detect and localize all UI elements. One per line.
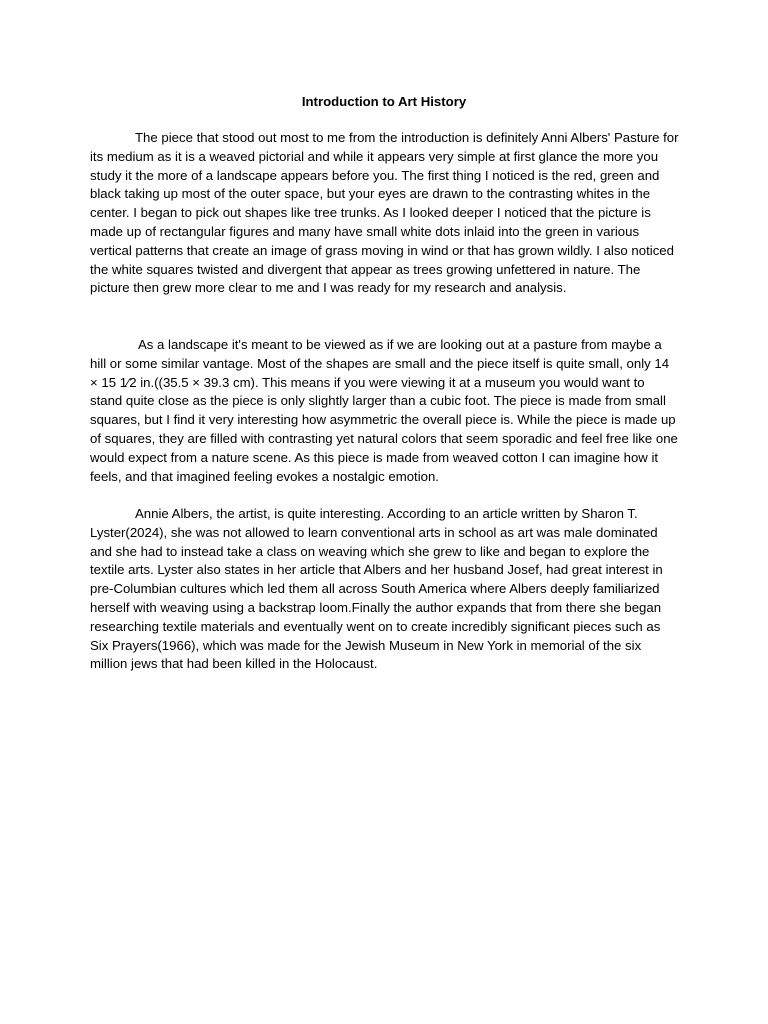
paragraph-3: Annie Albers, the artist, is quite interesting. According to an article written by Sharon T. Lyster(2024), she was not allowed to learn conventional arts in school as art was male dominated and she had to instead take a class on weaving which she grew to like and began to explore the textile arts. Lyster also states in her article that Albers and her husband Josef, had great interest in pre-Columbian cultures which led them all across South America where Albers deeply familiarized herself with weaving using a backstrap loom.Finally the author expands that from there she began researching textile materials and eventually went on to create incredibly significant pieces such as Six Prayers(1966), which was made for the Jewish Museum in New York in memorial of the six million jews that had been killed in the Holocaust. [90, 506, 663, 672]
document-title: Introduction to Art History [301, 94, 467, 109]
paragraph-2: As a landscape it's meant to be viewed as if we are looking out at a pasture from maybe a hill or some similar vantage. Most of the shapes are small and the piece itself is quite small, only 14 × 15 1⁄2 in.((35.5 × 39.3 cm). This means if you were viewing it at a museum you would want to stand quite close as the piece is only slightly larger than a cubic foot. The piece is made from small squares, but I find it very interesting how asymmetric the overall piece is. While the piece is made up of squares, they are filled with contrasting yet natural colors that seem sporadic and feel free like one would expect from a nature scene. As this piece is made from weaved cotton I can imagine how it feels, and that imagined feeling evokes a nostalgic emotion. [90, 337, 678, 484]
paragraph-1: The piece that stood out most to me from the introduction is definitely Anni Albers' Pasture for its medium as it is a weaved pictorial and while it appears very simple at first glance the more you study it the more of a landscape appears before you. The first thing I noticed is the red, green and black taking up most of the outer space, but your eyes are drawn to the contrasting whites in the center. I began to pick out shapes like tree trunks. As I looked deeper I noticed that the picture is made up of rectangular figures and many have small white dots inlaid into the green in various vertical patterns that create an image of grass moving in wind or that has grown wildly. I also noticed the white squares twisted and divergent that appear as trees growing unfettered in nature. The picture then grew more clear to me and I was ready for my research and analysis. [90, 130, 679, 296]
